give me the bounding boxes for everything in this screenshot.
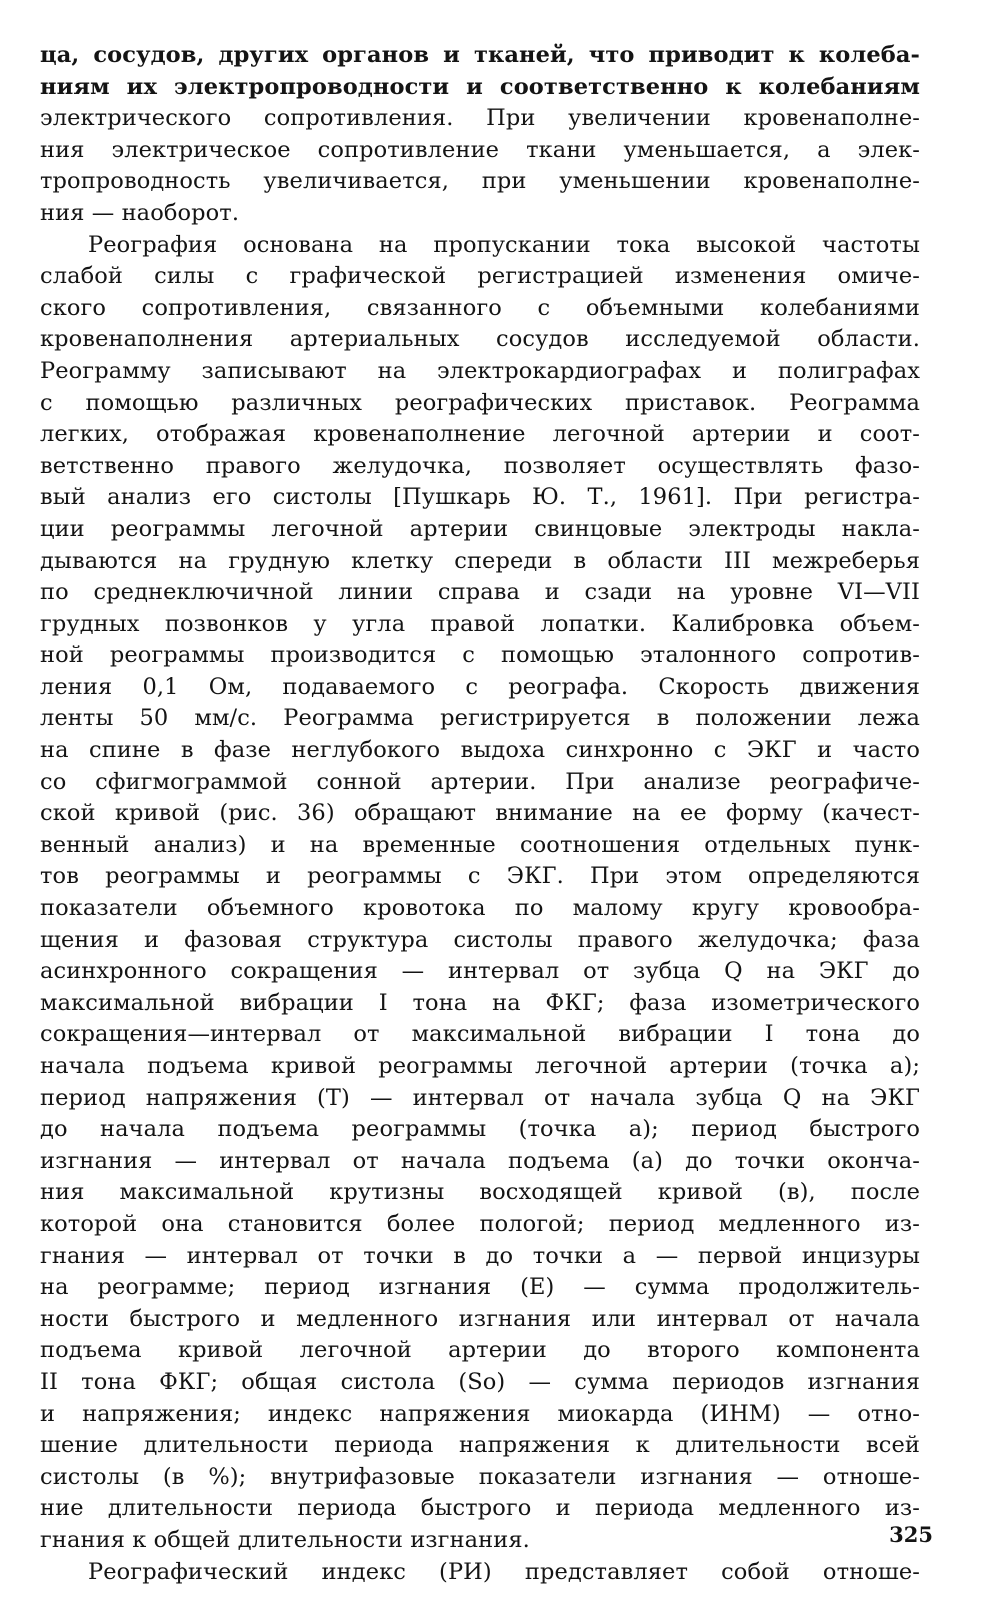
text-line: систолы (в %); внутрифазовые показатели изгнания — отноше-: [40, 1463, 920, 1490]
text-line: Реограмму записывают на электрокардиографах и полиграфах: [40, 357, 920, 384]
text-line: дываются на грудную клетку спереди в области III межреберья: [40, 547, 920, 574]
text-line: шение длительности периода напряжения к длительности всей: [40, 1432, 920, 1459]
text-line: ности быстрого и медленного изгнания или интервал от начала: [40, 1305, 920, 1332]
text-line: со сфигмограммой сонной артерии. При анализе реографиче-: [40, 768, 920, 795]
text-line: до начала подъема реограммы (точка а); период быстрого: [40, 1116, 920, 1143]
text-line: на реограмме; период изгнания (Е) — сумма продолжитель-: [40, 1274, 920, 1301]
text-line: ления 0,1 Ом, подаваемого с реографа. Скорость движения: [40, 673, 920, 700]
text-line: максимальной вибрации I тона на ФКГ; фаза изометрического: [40, 989, 920, 1016]
text-line: сокращения—интервал от максимальной вибрации I тона до: [40, 1021, 920, 1048]
text-line: период напряжения (Т) — интервал от начала зубца Q на ЭКГ: [40, 1084, 920, 1111]
text-line: щения и фазовая структура систолы правого желудочка; фаза: [40, 926, 920, 953]
text-line: и напряжения; индекс напряжения миокарда (ИНМ) — отно-: [40, 1400, 920, 1427]
text-line: ветственно правого желудочка, позволяет осуществлять фазо-: [40, 452, 920, 479]
text-line: ния электрическое сопротивление ткани уменьшается, а элек-: [40, 136, 920, 163]
text-line: ского сопротивления, связанного с объемными колебаниями: [40, 294, 920, 321]
text-line: ной реограммы производится с помощью эталонного сопротив-: [40, 642, 920, 669]
text-line: ленты 50 мм/с. Реограмма регистрируется в положении лежа: [40, 705, 920, 732]
text-line: венный анализ) и на временные соотношения отдельных пунк-: [40, 831, 920, 858]
text-line: тов реограммы и реограммы с ЭКГ. При этом определяются: [40, 863, 920, 890]
text-line: ния — наоборот.: [40, 199, 240, 226]
text-line: II тона ФКГ; общая систола (So) — сумма периодов изгнания: [40, 1368, 920, 1395]
text-line: Реография основана на пропускании тока высокой частоты: [88, 231, 920, 258]
text-line: с помощью различных реографических приставок. Реограмма: [40, 389, 920, 416]
text-line: начала подъема кривой реограммы легочной артерии (точка а);: [40, 1053, 920, 1079]
text-line: вый анализ его систолы [Пушкарь Ю. Т., 1961]. При регистра-: [40, 484, 920, 511]
text-line: кровенаполнения артериальных сосудов исследуемой области.: [40, 326, 920, 353]
text-line: гнания — интервал от точки в до точки а — первой инцизуры: [40, 1242, 920, 1269]
text-line: ца, сосудов, других органов и тканей, что приводит к колеба-: [40, 42, 920, 68]
text-line: тропроводность увеличивается, при уменьшении кровенаполне-: [40, 168, 920, 195]
body-text: [40, 40, 920, 1588]
text-line: грудных позвонков у угла правой лопатки. Калибровка объем-: [40, 610, 920, 637]
text-line: ние длительности периода быстрого и периода медленного из-: [40, 1495, 920, 1522]
text-line: которой она становится более пологой; период медленного из-: [40, 1210, 920, 1237]
text-line: подъема кривой легочной артерии до второго компонента: [40, 1337, 920, 1364]
text-line: асинхронного сокращения — интервал от зубца Q на ЭКГ до: [40, 958, 920, 985]
text-line: по среднеключичной линии справа и сзади на уровне VI—VII: [40, 579, 920, 606]
text-line: ниям их электропроводности и соответственно к колебаниям: [40, 73, 920, 100]
text-line: ской кривой (рис. 36) обращают внимание на ее форму (качест-: [40, 800, 920, 827]
text-line: слабой силы с графической регистрацией изменения омиче-: [40, 263, 920, 290]
text-line: электрического сопротивления. При увеличении кровенаполне-: [40, 105, 920, 132]
text-line: изгнания — интервал от начала подъема (а) до точки оконча-: [40, 1147, 920, 1174]
text-line: ции реограммы легочной артерии свинцовые электроды накла-: [40, 515, 920, 542]
document-page: [40, 40, 920, 1588]
text-line: гнания к общей длительности изгнания.: [40, 1526, 530, 1553]
page-number: 325: [889, 1522, 933, 1547]
text-line: показатели объемного кровотока по малому кругу кровообра-: [40, 895, 920, 922]
text-line: ния максимальной крутизны восходящей кривой (в), после: [40, 1179, 920, 1206]
text-line: Реографический индекс (РИ) представляет собой отноше-: [88, 1558, 920, 1585]
text-line: легких, отображая кровенаполнение легочной артерии и соот-: [40, 421, 920, 448]
text-line: на спине в фазе неглубокого выдоха синхронно с ЭКГ и часто: [40, 737, 920, 764]
